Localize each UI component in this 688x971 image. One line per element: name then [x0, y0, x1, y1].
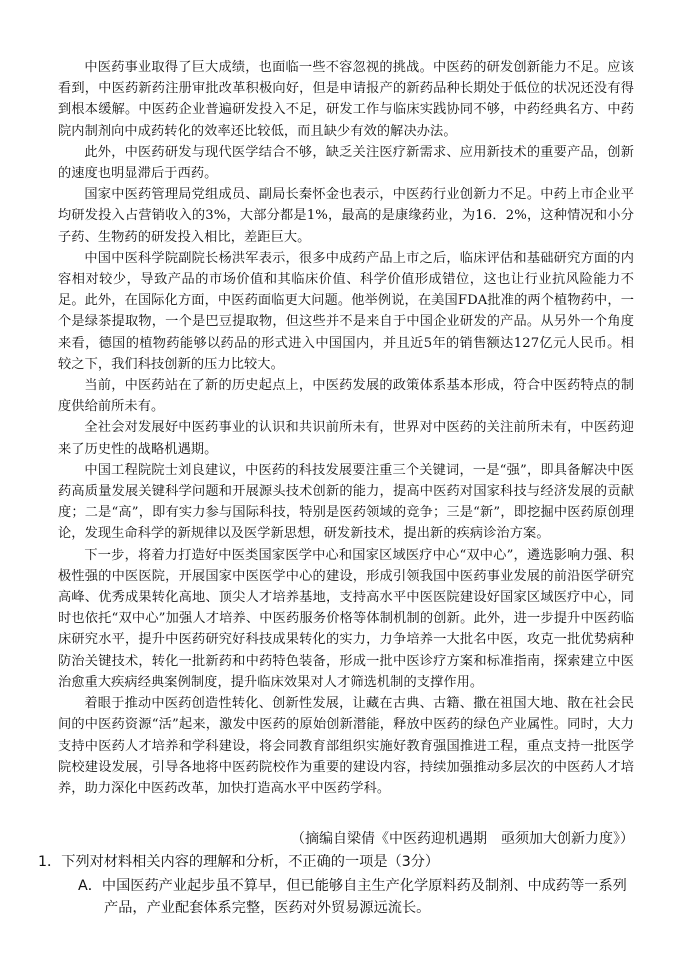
question-stem: 1．下列对材料相关内容的理解和分析，不正确的一项是（3分） — [38, 854, 440, 870]
article-paragraph: 着眼于推动中医药创造性转化、创新性发展，让藏在古典、古籍、撒在祖国大地、散在社会民间的中医药资源“活”起来，激发中医药的原始创新潜能，释放中医药的绿色产业属性。同时，大力支持中医药人才培养和学科建设，将会同教育部组织实施好教育强国推进工程，重点支持一批医学院校建设发展，引导各地将中医药院校作为重要的建设内容，持续加强推动多层次的中医药人才培养，助力深化中医药改革，加快打造高水平中医药学科。 — [58, 696, 634, 796]
article-paragraph: 中国工程院院士刘良建议，中医药的科技发展要注重三个关键词，一是“强”，即具备解决中医药高质量发展关键科学问题和开展源头技术创新的能力，提高中医药对国家科技与经济发展的贡献度；二是“高”，即有实力参与国际科技，特别是医药领域的竞争；三是“新”，即挖掘中医药原创理论，发现生命科学的新规律以及医学新思想，研发新技术，提出新的疾病诊治方案。 — [58, 462, 634, 542]
question-block — [38, 851, 638, 919]
article-paragraph: 此外，中医药研发与现代医学结合不够，缺乏关注医疗新需求、应用新技术的重要产品，创新的速度也明显滞后于西药。 — [58, 144, 634, 182]
article-paragraph: 下一步，将着力打造好中医类国家医学中心和国家区域医疗中心“双中心”，遴选影响力强、积极性强的中医医院，开展国家中医医学中心的建设，形成引领我国中医药事业发展的前沿医学研究高峰、优秀成果转化高地、顶尖人才培养基地，支持高水平中医医院建设好国家区域医疗中心，同时也依托“双中心”加强人才培养、中医药服务价格等体制机制的创新。此外，进一步提升中医药临床研究水平，提升中医药研究好科技成果转化的实力，力争培养一大批名中医，攻克一批优势病种防治关键技术，转化一批新药和中药特色装备，形成一批中医诊疗方案和标准指南，探索建立中医治愈重大疾病经典案例制度，提升临床效果对人才筛选机制的支撑作用。 — [58, 547, 634, 690]
article-source: （摘编自梁倩《中医药迎机遇期 亟须加大创新力度》） — [291, 831, 634, 847]
article-paragraph: 国家中医药管理局党组成员、副局长秦怀金也表示，中医药行业创新力不足。中药上市企业平均研发投入占营销收入的3%，大部分都是1%，最高的是康缘药业，为16．2%，这种情况和小分子药、生物药的研发投入相比，差距巨大。 — [58, 187, 634, 245]
article-paragraph: 当前，中医药站在了新的历史起点上，中医药发展的政策体系基本形成，符合中医药特点的制度供给前所未有。 — [58, 378, 634, 415]
article-paragraph: 全社会对发展好中医药事业的认识和共识前所未有，世界对中医药的关注前所未有，中医药迎来了历史性的战略机遇期。 — [58, 420, 634, 457]
article-body — [58, 57, 634, 799]
article-paragraph: 中国中医科学院副院长杨洪军表示，很多中成药产品上市之后，临床评估和基础研究方面的内容相对较少，导致产品的市场价值和其临床价值、科学价值形成错位，这也让行业抗风险能力不足。此外，在国际化方面，中医药面临更大问题。他举例说，在美国FDA批准的两个植物药中，一个是绿茶提取物，一个是巴豆提取物，但这些并不是来自于中国企业研发的产品。从另外一个角度来看，德国的植物药能够以药品的形式进入中国国内，并且近5年的销售额达127亿元人民币。相较之下，我们科技创新的压力比较大。 — [58, 250, 634, 372]
article-paragraph: 中医药事业取得了巨大成绩，也面临一些不容忽视的挑战。中医药的研发创新能力不足。应该看到，中医药新药注册审批改革积极向好，但是申请报产的新药品种长期处于低位的状况还没有得到根本缓解。中医药企业普遍研发投入不足，研发工作与临床实践协同不够，中药经典名方、中药院内制剂向中成药转化的效率还比较低，而且缺少有效的解决办法。 — [58, 60, 634, 139]
question-option-a: A．中国医药产业起步虽不算早，但已能够自主生产化学原料药及制剂、中成药等一系列产品，产业配套体系完整，医药对外贸易源远流长。 — [78, 878, 627, 916]
